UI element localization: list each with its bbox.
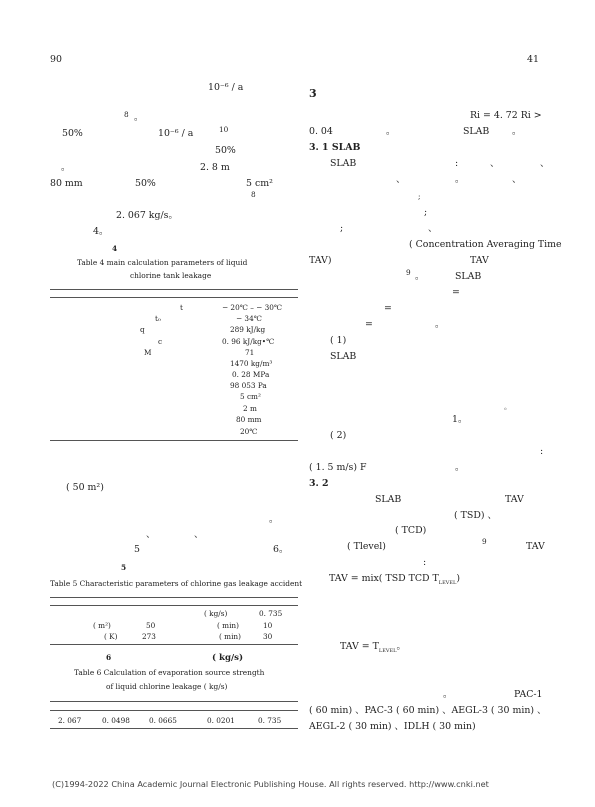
text-line: 5	[134, 544, 140, 555]
text-line: ;	[418, 192, 421, 201]
section-heading-3-1: 3. 1 SLAB	[309, 142, 361, 153]
section-heading-3-2: 3. 2	[309, 478, 329, 489]
table-number: 5	[121, 563, 127, 572]
table-header-rule	[50, 710, 298, 711]
table-bottom-rule	[50, 728, 298, 729]
citation-superscript: 9	[482, 537, 487, 546]
text-line: 10⁻⁶ / a	[208, 82, 244, 93]
table-cell: c	[158, 337, 163, 346]
equation-1	[329, 573, 460, 584]
text-line: 。	[415, 271, 425, 282]
text-line: ( Concentration Averaging Time	[409, 239, 562, 250]
table-top-rule	[50, 597, 298, 598]
text-line: 2. 067 kg/s。	[116, 210, 178, 221]
table-number: 6	[106, 653, 112, 662]
table-cell: ( K)	[104, 632, 118, 641]
equation-text: TAV = mix( TSD TCD T	[329, 573, 439, 584]
citation-superscript: 8	[251, 190, 256, 199]
text-line: =	[365, 319, 373, 330]
table-top-rule	[50, 289, 298, 290]
table-cell: 10	[263, 621, 273, 630]
text-line: 。	[269, 514, 279, 525]
table-cell: ( m²)	[93, 621, 111, 630]
table-cell: M	[144, 348, 152, 357]
page-number-left: 90	[50, 54, 62, 65]
table-cell: 0. 28 MPa	[232, 370, 270, 379]
text-line: ( 1. 5 m/s) F	[309, 462, 367, 473]
table-cell: 2. 067	[58, 716, 82, 725]
text-line: 。	[512, 126, 522, 137]
text-line: Ri = 4. 72 Ri >	[470, 110, 542, 121]
text-line: ( 60 min) 、PAC-3 ( 60 min) 、AEGL-3 ( 30 min) 、	[309, 705, 547, 716]
text-line: 0. 04	[309, 126, 333, 137]
table-cell: 2 m	[243, 404, 257, 413]
text-line: :	[455, 158, 459, 169]
text-line: SLAB	[330, 351, 357, 362]
text-line: =	[452, 287, 460, 298]
table-cell: 5 cm²	[240, 392, 261, 401]
text-line: ( Tlevel)	[347, 541, 386, 552]
table-number: 4	[112, 244, 118, 253]
text-line: 50%	[62, 128, 83, 139]
equation-subscript: LEVEL	[438, 579, 457, 586]
table-cell: 0. 96 kJ/kg•℃	[222, 337, 275, 346]
table-header-rule	[50, 297, 298, 298]
text-line: SLAB	[463, 126, 490, 137]
table-cell: 0. 0665	[149, 716, 177, 725]
text-line: 。	[443, 689, 453, 700]
table-header-rule	[50, 605, 298, 606]
text-line: 。	[134, 112, 144, 123]
text-line: 、	[512, 174, 522, 185]
table-cell: 80 mm	[236, 415, 262, 424]
table-cell: 0. 735	[258, 716, 282, 725]
table-caption: chlorine tank leakage	[130, 271, 212, 280]
table-cell: ( kg/s)	[204, 609, 228, 618]
text-line: TAV	[505, 494, 524, 505]
table-caption: Table 4 main calculation parameters of liquid	[77, 258, 248, 267]
table-caption: of liquid chlorine leakage ( kg/s)	[106, 682, 228, 691]
text-line: PAC-1	[514, 689, 543, 700]
text-line: AEGL-2 ( 30 min) 、IDLH ( 30 min)	[309, 721, 476, 732]
text-line: ( 50 m²)	[66, 482, 104, 493]
text-line: 。	[386, 126, 396, 137]
text-line: :	[423, 557, 427, 568]
table-cell: 0. 735	[259, 609, 283, 618]
table-bottom-rule	[50, 644, 298, 645]
table-cell: − 34℃	[236, 314, 262, 323]
text-line: 。	[435, 319, 445, 330]
section-heading-3: 3	[309, 87, 317, 100]
table-cell: q	[140, 325, 145, 334]
equation-subscript: LEVEL	[378, 647, 397, 654]
table-cell: 0. 0201	[207, 716, 235, 725]
table-bottom-rule	[50, 440, 298, 441]
text-line: 、	[146, 529, 156, 540]
text-line: SLAB	[330, 158, 357, 169]
equation-text: 。	[396, 641, 406, 652]
table-cell: 98 053 Pa	[230, 381, 267, 390]
text-line: TAV	[470, 255, 489, 266]
page-number-right: 41	[527, 54, 539, 65]
text-line: ( TSD) 、	[454, 510, 497, 521]
text-line: 10⁻⁶ / a	[158, 128, 194, 139]
equation-text: TAV = T	[340, 641, 379, 652]
text-line: 、	[540, 158, 550, 169]
text-line: ;	[340, 223, 344, 234]
text-line: 、	[490, 158, 500, 169]
citation-superscript: 9	[406, 268, 411, 277]
text-line: 6。	[273, 544, 289, 555]
text-line: 。	[61, 162, 71, 173]
table-unit: ( kg/s)	[212, 653, 244, 663]
table-cell: 71	[245, 348, 255, 357]
text-line: 80 mm	[50, 178, 83, 189]
text-line: 。	[504, 402, 512, 411]
citation-superscript: 8	[124, 110, 129, 119]
table-cell: 0. 0498	[102, 716, 130, 725]
table-cell: t	[180, 303, 183, 312]
table-cell: ( min)	[217, 621, 239, 630]
text-line: 5 cm²	[246, 178, 273, 189]
table-caption: Table 6 Calculation of evaporation source strength	[74, 668, 265, 677]
text-line: SLAB	[375, 494, 402, 505]
text-line: 50%	[135, 178, 156, 189]
text-line: 、	[194, 529, 204, 540]
table-cell: 289 kJ/kg	[230, 325, 266, 334]
text-line: 。	[455, 462, 465, 473]
table-cell: t₀	[155, 314, 161, 323]
text-line: TAV)	[309, 255, 332, 266]
equation-text: )	[456, 573, 461, 584]
table-cell: 1470 kg/m³	[230, 359, 273, 368]
table-caption: Table 5 Characteristic parameters of chlorine gas leakage accident	[50, 579, 303, 588]
text-line: 、	[428, 223, 438, 234]
table-cell: ( min)	[219, 632, 241, 641]
table-top-rule	[50, 701, 298, 702]
text-line: ( 2)	[330, 430, 347, 441]
text-line: ( 1)	[330, 335, 347, 346]
text-line: :	[540, 446, 544, 457]
table-cell: 50	[146, 621, 156, 630]
text-line: SLAB	[455, 271, 482, 282]
text-line: 1。	[452, 414, 468, 425]
text-line: 2. 8 m	[200, 162, 230, 173]
text-line: 、	[396, 174, 406, 185]
text-line: TAV	[526, 541, 545, 552]
text-line: 50%	[215, 145, 236, 156]
text-line: ( TCD)	[395, 525, 427, 536]
text-line: =	[384, 303, 392, 314]
equation-2	[340, 641, 406, 652]
text-line: 4。	[93, 226, 109, 237]
citation-superscript: 10	[219, 125, 229, 134]
table-cell: 30	[263, 632, 273, 641]
copyright-footer: (C)1994-2022 China Academic Journal Electronic Publishing House. All rights reserved. http://www.cnki.net	[52, 779, 489, 789]
table-cell: − 20℃ – − 30℃	[222, 303, 283, 312]
table-cell: 20℃	[240, 427, 258, 436]
text-line: 。	[455, 174, 465, 185]
text-line: ;	[424, 207, 428, 218]
table-cell: 273	[142, 632, 156, 641]
